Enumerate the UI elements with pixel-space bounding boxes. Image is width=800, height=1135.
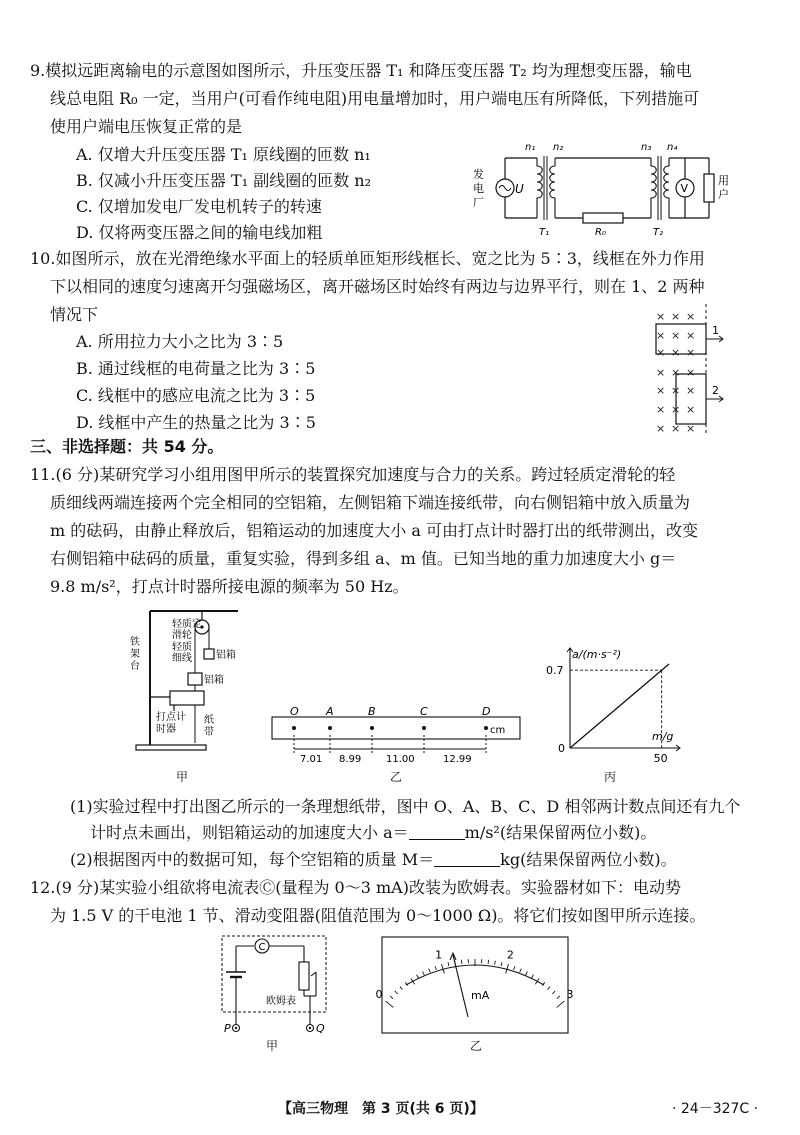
field-cross-mark: ×: [671, 329, 681, 342]
t2-secondary-coil: [664, 158, 669, 218]
tape-point-label: B: [368, 705, 376, 718]
tape-point-label: C: [420, 705, 428, 718]
timer-box: [170, 691, 204, 705]
q10-magnetic-field-diagram: [650, 302, 730, 438]
q11-apparatus-figure: [118, 605, 258, 775]
tape-dot: [370, 726, 374, 730]
tape-unit-label: cm: [490, 725, 506, 736]
timer-label-1: 打点计: [156, 712, 186, 723]
timer-label-2: 时器: [156, 724, 176, 735]
q11-fig-yi-caption: 乙: [390, 770, 403, 784]
footer-code: · 24－327C ·: [672, 1101, 759, 1117]
field-cross-mark: ×: [686, 384, 696, 397]
q11-line-3: m 的砝码，由静止释放后，铝箱运动的加速度大小 a 可由打点计时器打出的纸带测出，改变: [50, 521, 698, 540]
tape-gap-label: 12.99: [443, 754, 472, 765]
q9-t2-label: T₂: [653, 227, 664, 238]
dial-frame: [382, 937, 568, 1033]
q12-terminal-q-label: Q: [316, 1022, 325, 1035]
q10-case-2-label: 2: [712, 384, 719, 397]
q12-ohmmeter-circuit: [214, 932, 334, 1040]
q10-line-1: 10.如图所示，放在光滑绝缘水平面上的轻质单匝矩形线框长、宽之比为 5∶3，线框在外力作用: [30, 249, 705, 268]
tape-point-label: D: [482, 705, 491, 718]
q9-user-label-1: 用: [718, 174, 729, 187]
field-cross-mark: ×: [671, 403, 681, 416]
q9-plant-label-1: 发: [473, 168, 484, 181]
field-cross-mark: ×: [656, 403, 666, 416]
q11-line-5: 9.8 m/s²，打点计时器所接电源的频率为 50 Hz。: [50, 577, 409, 596]
q10-option-b: B. 通过线框的电荷量之比为 3∶5: [76, 359, 316, 378]
pulley-label-2: 滑轮: [172, 630, 192, 641]
field-cross-mark: ×: [656, 310, 666, 323]
q11-sub1-line-2: [90, 822, 656, 844]
q10-option-a: A. 所用拉力大小之比为 3∶5: [76, 332, 284, 351]
q9-line-2: 线总电阻 R₀ 一定，当用户(可看作纯电阻)用电量增加时，用户端电压有所降低，下列措施可: [50, 89, 700, 108]
stand-label-1: 铁: [130, 637, 140, 648]
q11-sub1-prefix: 计时点未画出，则铝箱运动的加速度大小 a＝: [90, 823, 409, 842]
q11-sub2-suffix: kg(结果保留两位小数)。: [500, 850, 677, 869]
q11-fig-jia-caption: 甲: [176, 770, 189, 784]
section-3-heading: 三、非选择题：共 54 分。: [30, 437, 224, 456]
q9-n4-label: n₄: [667, 142, 678, 153]
field-cross-mark: ×: [686, 329, 696, 342]
field-cross-mark: ×: [686, 366, 696, 379]
tape-label-1: 纸: [204, 715, 214, 726]
t2-primary-coil: [651, 158, 656, 218]
q9-option-c: C. 仅增加发电厂发电机转子的转速: [76, 197, 322, 216]
right-aluminum-box: [204, 649, 214, 659]
q10-option-d: D. 线框中产生的热量之比为 3∶5: [76, 413, 316, 432]
q11-sub1-suffix: m/s²(结果保留两位小数)。: [464, 823, 657, 842]
tape-gap-label: 11.00: [386, 754, 415, 765]
tape-dot: [328, 726, 332, 730]
q9-voltmeter-label: V: [680, 182, 689, 195]
field-cross-mark: ×: [671, 346, 681, 359]
q12-line-1: 12.(9 分)某实验小组欲将电流表Ⓒ(量程为 0～3 mA)改装为欧姆表。实验器材如下：电动势: [30, 878, 681, 897]
string-label-1: 轻质: [172, 642, 192, 653]
stand-label-3: 台: [130, 661, 140, 672]
tape-dot: [422, 726, 426, 730]
tape-gap-label: 8.99: [339, 754, 362, 765]
chart-y-tick-label: 0.7: [546, 664, 564, 678]
q9-option-a: A. 仅增大升压变压器 T₁ 原线圈的匝数 n₁: [76, 145, 371, 164]
q9-option-b: B. 仅减小升压变压器 T₁ 副线圈的匝数 n₂: [76, 171, 371, 190]
q9-line-1: 9.模拟远距离输电的示意图如图所示，升压变压器 T₁ 和降压变压器 T₂ 均为理想变压器，输电: [30, 61, 692, 80]
q11-sub2-prefix: (2)根据图丙中的数据可知，每个空铝箱的质量 M＝: [70, 850, 435, 869]
q9-plant-label-3: 厂: [473, 196, 484, 209]
q11-fig-bing-caption: 丙: [604, 770, 617, 784]
r0-resistor: [583, 213, 623, 223]
box2-label: 铝箱: [204, 675, 224, 686]
q11-line-2: 质细线两端连接两个完全相同的空铝箱，左侧铝箱下端连接纸带，向右侧铝箱中放入质量为: [50, 493, 691, 512]
field-cross-mark: ×: [671, 310, 681, 323]
q9-plant-label-2: 电: [473, 182, 484, 195]
q9-r0-label: R₀: [595, 227, 606, 238]
tape-point-label: A: [326, 705, 334, 718]
q10-option-c: C. 线框中的感应电流之比为 3∶5: [76, 386, 316, 405]
q9-transmission-diagram: [465, 138, 735, 238]
field-cross-mark: ×: [686, 346, 696, 359]
q9-source-label: U: [515, 182, 524, 196]
chart-x-label: m/g: [652, 730, 674, 743]
paper-tape: [272, 717, 520, 739]
field-cross-mark: ×: [656, 422, 666, 435]
q12-terminal-p-label: P: [224, 1022, 231, 1035]
q10-line-2: 下以相同的速度匀速离开匀强磁场区，离开磁场区时始终有两边与边界平行，则在 1、2 两种: [50, 277, 705, 296]
field-cross-mark: ×: [671, 384, 681, 397]
box1-label: 铝箱: [216, 650, 236, 661]
pulley-label-1: 轻质定: [172, 619, 202, 630]
q9-n2-label: n₂: [553, 142, 564, 153]
chart-y-label: a/(m·s⁻²): [572, 648, 622, 661]
stand-label-2: 架: [130, 649, 140, 660]
left-aluminum-box: [188, 673, 202, 685]
field-cross-mark: ×: [671, 422, 681, 435]
q9-option-d: D. 仅将两变压器之间的输电线加粗: [76, 223, 323, 242]
q11-sub2-line: [70, 849, 677, 871]
q12-meter-dial: [375, 935, 574, 1035]
t1-primary-coil: [537, 158, 542, 218]
field-cross-mark: ×: [686, 422, 696, 435]
rheostat-icon: [299, 962, 309, 990]
q9-t1-label: T₁: [539, 227, 550, 238]
chart-x-tick-label: 50: [653, 752, 668, 765]
q12-dial-unit: mA: [471, 989, 490, 1002]
tape-label-2: 带: [204, 727, 214, 738]
q11-line-1: 11.(6 分)某研究学习小组用图甲所示的装置探究加速度与合力的关系。跨过轻质定滑轮的轻: [30, 465, 676, 484]
field-cross-mark: ×: [656, 384, 666, 397]
field-cross-mark: ×: [656, 329, 666, 342]
q12-ohmmeter-label: 欧姆表: [266, 996, 296, 1007]
tape-gap-label: 7.01: [300, 754, 323, 765]
field-cross-mark: ×: [656, 366, 666, 379]
footer-page-info: 【高三物理 第 3 页(共 6 页)】: [278, 1101, 484, 1117]
string-label-2: 细线: [172, 653, 192, 664]
tape-point-label: O: [290, 705, 299, 718]
t1-secondary-coil: [550, 158, 555, 218]
q12-line-2: 为 1.5 V 的干电池 1 节、滑动变阻器(阻值范围为 0～1000 Ω)。将它们按如图甲所示连接。: [50, 906, 706, 925]
q10-case-1-label: 1: [712, 324, 719, 337]
q9-n3-label: n₃: [641, 142, 652, 153]
q11-tape-figure: [268, 705, 524, 765]
frame-case-2: [676, 374, 706, 424]
q12-meter-label: C: [258, 942, 266, 953]
tape-dot: [484, 726, 488, 730]
q11-acceleration-answer-blank[interactable]: [409, 823, 465, 840]
dial-tick-label: 2: [506, 948, 514, 962]
dial-tick-label: 1: [435, 948, 443, 962]
dial-tick-label: 0: [375, 987, 383, 1001]
user-load-resistor: [704, 174, 714, 202]
field-cross-mark: ×: [686, 403, 696, 416]
field-cross-mark: ×: [671, 366, 681, 379]
q9-user-label-2: 户: [718, 188, 729, 201]
q11-mass-answer-blank[interactable]: [434, 850, 500, 867]
q9-n1-label: n₁: [525, 142, 536, 153]
dial-tick-label: 3: [566, 987, 574, 1001]
field-cross-mark: ×: [656, 346, 666, 359]
q12-fig-jia-caption: 甲: [266, 1039, 279, 1053]
stand-base: [136, 745, 206, 750]
q10-line-3: 情况下: [50, 305, 99, 324]
q11-a-m-chart: [540, 640, 690, 766]
q9-line-3: 使用户端电压恢复正常的是: [50, 117, 243, 136]
q11-line-4: 右侧铝箱中砝码的质量，重复实验，得到多组 a、m 值。已知当地的重力加速度大小 g＝: [50, 549, 677, 568]
q11-sub1-line-1: (1)实验过程中打出图乙所示的一条理想纸带，图中 O、A、B、C、D 相邻两计数点间还有九个: [70, 797, 741, 816]
field-cross-mark: ×: [686, 310, 696, 323]
q12-fig-yi-caption: 乙: [470, 1039, 483, 1053]
tape-dot: [292, 726, 296, 730]
chart-origin-label: 0: [558, 742, 565, 755]
